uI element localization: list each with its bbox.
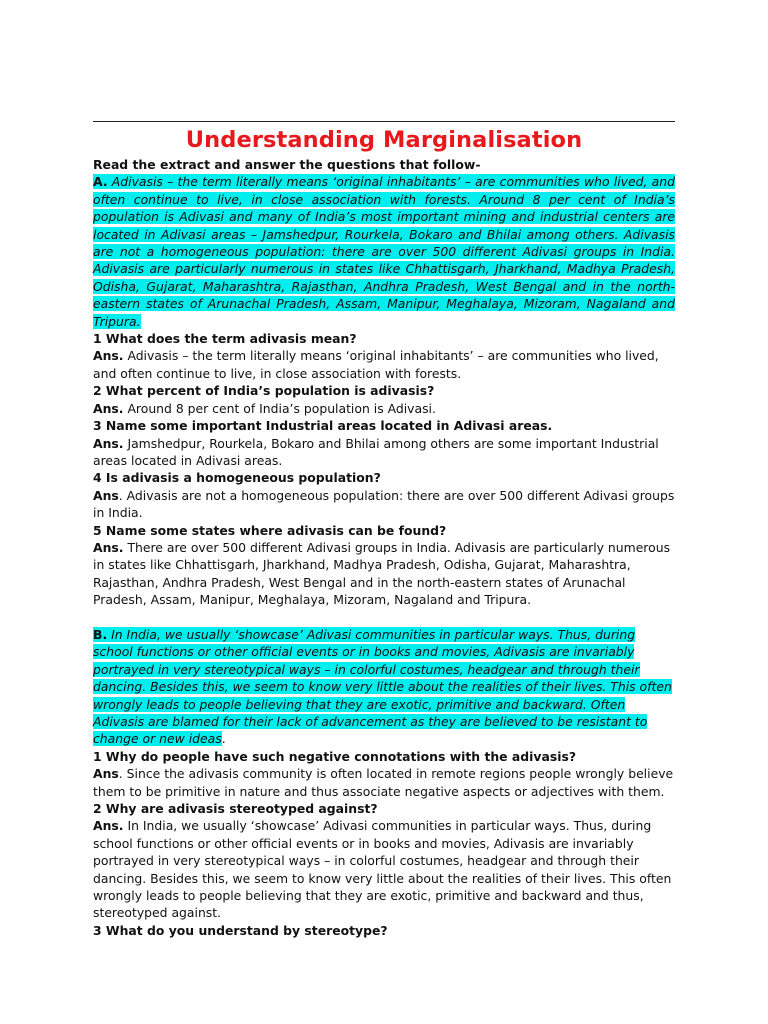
answer-a2: Ans. Around 8 per cent of India’s population is Adivasi. [93,400,436,416]
section-spacer [93,609,675,626]
answer-a5: Ans. There are over 500 different Adivasi groups in India. Adivasis are particularly numerous in states like Chhattisgarh, Jharkhand, Madhya Pradesh, Odisha, Gujarat, Maharashtra, Rajasthan, Andhra Pradesh, West Bengal and in the north-eastern states of Arunachal Pradesh, Assam, Manipur, Meghalaya, Mizoram, Nagaland and Tripura. [93,539,671,608]
passage-b-label: B. [93,626,108,642]
header-rule [93,121,675,122]
question-a3: 3 Name some important Industrial areas located in Adivasi areas. [93,418,553,434]
answer-a4: Ans. Adivasis are not a homogeneous population: there are over 500 different Adivasi groups in India. [93,487,675,521]
answer-a1: Ans. Adivasis – the term literally means ‘original inhabitants’ – are communities who lived, and often continue to live, in close association with forests. [93,348,659,381]
question-b1: 1 Why do people have such negative connotations with the adivasis? [93,748,577,764]
instructions: Read the extract and answer the questions that follow- [93,157,481,172]
passage-a [93,173,675,330]
document-page [93,121,675,939]
question-a4: 4 Is adivasis a homogeneous population? [93,470,381,486]
question-a5: 5 Name some states where adivasis can be found? [93,522,447,538]
answer-a3: Ans. Jamshedpur, Rourkela, Bokaro and Bhilai among others are some important Industrial areas located in Adivasi areas. [93,435,659,468]
passage-b: B. In India, we usually ‘showcase’ Adivasi communities in particular ways. Thus, during school functions or other official events or in books and movies, Adivasis are invariably portrayed in very stereotypical ways – in colorful costumes, headgear and through their dancing. Besides this, we seem to know very little about the realities of their lives. This often wrongly leads to people believing that they are exotic, primitive and backward. Often Adivasis are blamed for their lack of advancement as they are believed to be resistant to change or new ideas. [93,626,672,747]
passage-b-text: In India, we usually ‘showcase’ Adivasi communities in particular ways. Thus, during school functions or other official events or in books and movies, Adivasis are invariably portrayed in very stereotypical ways – in colorful costumes, headgear and through their dancing. Besides this, we seem to know very little about the realities of their lives. This often wrongly leads to people believing that they are exotic, primitive and backward. Often Adivasis are blamed for their lack of advancement as they are believed to be resistant to change or new ideas [93,626,672,747]
question-a2: 2 What percent of India’s population is adivasis? [93,383,435,399]
question-b2: 2 Why are adivasis stereotyped against? [93,801,378,817]
question-a1: 1 What does the term adivasis mean? [93,331,357,347]
passage-a-text: Adivasis – the term literally means ‘original inhabitants’ – are communities who lived, and often continue to live, in close association with forests. Around 8 per cent of India’s population is Adivasi and many of India’s most important mining and industrial centers are located in Adivasi areas – Jamshedpur, Rourkela, Bokaro and Bhilai among others. Adivasis are not a homogeneous population: there are over 500 different Adivasi groups in India. Adivasis are particularly numerous in states like Chhattisgarh, Jharkhand, Madhya Pradesh, Odisha, Gujarat, Maharashtra, Rajasthan, Andhra Pradesh, West Bengal and in the north-eastern states of Arunachal Pradesh, Assam, Manipur, Meghalaya, Mizoram, Nagaland and Tripura. [93,174,675,329]
answer-b2: Ans. In India, we usually ‘showcase’ Adivasi communities in particular ways. Thus, during school functions or other official events or in books and movies, Adivasis are invariably portrayed in very stereotypical ways – in colorful costumes, headgear and through their dancing. Besides this, we seem to know very little about the realities of their lives. This often wrongly leads to people believing that they are exotic, primitive and backward and thus, stereotyped against. [93,818,672,921]
question-b3: 3 What do you understand by stereotype? [93,922,388,938]
passage-a-label: A. [93,174,108,190]
answer-b1: Ans. Since the adivasis community is often located in remote regions people wrongly believe them to be primitive in nature and thus associate negative aspects or adjectives with them. [93,766,674,799]
page-title: Understanding Marginalisation [185,127,583,153]
